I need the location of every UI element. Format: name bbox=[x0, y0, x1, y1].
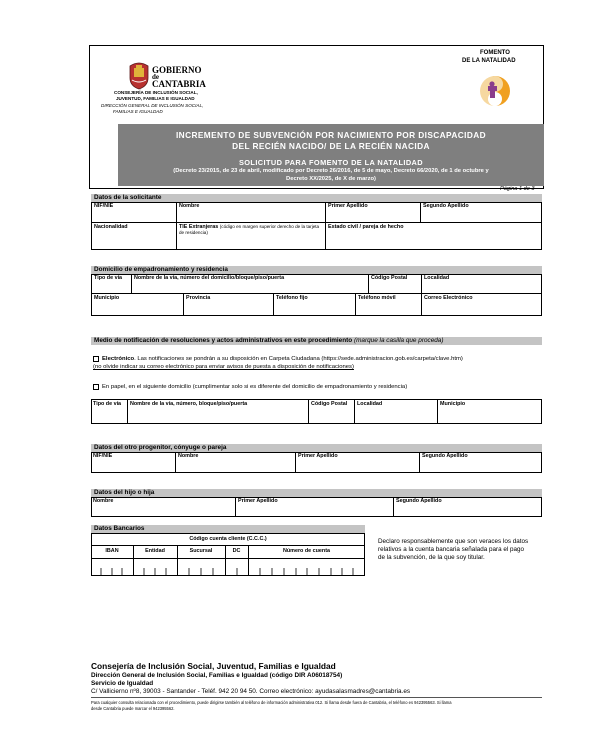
section-domicilio: Domicilio de empadronamiento y residencia bbox=[91, 266, 542, 274]
input-estado-civil[interactable] bbox=[326, 232, 541, 249]
option-papel: En papel, en el siguiente domicilio (cumplimentar solo si es diferente del domicilio de empadronamiento y residencia) bbox=[102, 384, 408, 390]
input-codigo-postal[interactable] bbox=[369, 282, 420, 292]
label-entidad: Entidad bbox=[145, 548, 165, 554]
label-nombre-via: Nombre de la vía, número del domicilio/bloque/piso/puerta bbox=[134, 275, 285, 281]
label-papel-municipio: Municipio bbox=[440, 401, 466, 407]
label-dc: DC bbox=[232, 548, 241, 554]
label-correo: Correo Electrónico bbox=[424, 295, 473, 301]
electronico-note: (no olvide indicar su correo electrónico para enviar avisos de puesta a disposición de notificaciones) bbox=[93, 364, 354, 370]
input-progenitor-primer-apellido[interactable] bbox=[296, 460, 418, 472]
label-progenitor-primer-apellido: Primer Apellido bbox=[298, 453, 338, 459]
input-papel-tipo-via[interactable] bbox=[92, 409, 126, 423]
label-tie-title: TIE Extranjeras bbox=[179, 224, 219, 230]
input-progenitor-nombre[interactable] bbox=[176, 460, 294, 472]
banner-title-2: DEL RECIÉN NACIDO/ DE LA RECIÉN NACIDA bbox=[232, 141, 430, 151]
banner-decree-2: Decreto XX/2025, de X de marzo) bbox=[286, 176, 376, 182]
input-nif[interactable] bbox=[92, 210, 175, 221]
footer-note-1: Para cualquier consulta relacionada con el procedimiento, puede dirigirse también al teléfono de información administrativa 012. Si llama desde fuera de Cantabria, el teléfono es 942395563. Si llama bbox=[91, 700, 452, 705]
direccion-line-2: FAMILIAS E IGUALDAD bbox=[113, 109, 163, 114]
label-hijo-nombre: Nombre bbox=[93, 498, 114, 504]
label-hijo-segundo-apellido: Segundo Apellido bbox=[396, 498, 442, 504]
gov-title-1: GOBIERNO bbox=[152, 65, 202, 75]
electronico-label: Electrónico bbox=[102, 356, 135, 362]
banner-decree-1: (Decreto 23/2015, de 23 de abril, modificado por Decreto 26/2016, de 5 de mayo, Decreto 66/2020, de 1 de octubre y bbox=[173, 168, 489, 174]
label-papel-tipo-via: Tipo de vía bbox=[93, 401, 122, 407]
label-sucursal: Sucursal bbox=[189, 548, 213, 554]
footer-divider bbox=[91, 697, 542, 698]
banner-subtitle: SOLICITUD PARA FOMENTO DE LA NATALIDAD bbox=[238, 158, 424, 167]
input-primer-apellido[interactable] bbox=[326, 210, 419, 221]
footer-consejeria: Consejería de Inclusión Social, Juventud, Familias e Igualdad bbox=[91, 661, 336, 671]
gov-title-3: CANTABRIA bbox=[152, 79, 206, 89]
input-hijo-primer-apellido[interactable] bbox=[236, 505, 392, 516]
label-segundo-apellido: Segundo Apellido bbox=[423, 203, 469, 209]
label-primer-apellido: Primer Apellido bbox=[328, 203, 368, 209]
input-papel-municipio[interactable] bbox=[438, 409, 541, 423]
natality-logo-icon bbox=[478, 74, 512, 108]
label-ccc: Código cuenta cliente (C.C.C.) bbox=[189, 536, 267, 542]
input-localidad[interactable] bbox=[422, 282, 541, 292]
fomento-label-1: FOMENTO bbox=[480, 50, 510, 56]
section-notificacion bbox=[91, 337, 542, 345]
label-progenitor-nombre: Nombre bbox=[178, 453, 199, 459]
input-nombre-via[interactable] bbox=[132, 282, 367, 292]
banner-title-1: INCREMENTO DE SUBVENCIÓN POR NACIMIENTO POR DISCAPACIDAD bbox=[175, 130, 487, 140]
input-telefono-fijo[interactable] bbox=[274, 303, 354, 315]
notificacion-title: Medio de notificación de resoluciones y actos administrativos en este procedimiento bbox=[94, 337, 353, 344]
notificacion-title-note: (marque la casilla que proceda) bbox=[353, 337, 444, 344]
option-electronico bbox=[102, 355, 463, 363]
gov-title-2: de bbox=[152, 73, 159, 81]
label-tie-note: (código en margen superior derecho de la tarjeta de residencia) bbox=[179, 224, 320, 235]
label-papel-localidad: Localidad bbox=[357, 401, 383, 407]
footer-note-2: desde Cantabria puede marcar el 942395562. bbox=[91, 706, 175, 711]
label-localidad: Localidad bbox=[424, 275, 450, 281]
direccion-line-1: DIRECCIÓN GENERAL DE INCLUSIÓN SOCIAL, bbox=[101, 103, 204, 108]
declaro-line-3: de la subvención, de la que soy titular. bbox=[378, 554, 485, 561]
label-hijo-primer-apellido: Primer Apellido bbox=[238, 498, 278, 504]
row-divider bbox=[91, 293, 542, 294]
electronico-text: . Las notificaciones se pondrán a su disposición en Carpeta Ciudadana (https://sede.administracion.gob.es/carpeta/clave.htm) bbox=[134, 356, 463, 362]
declaro-line-2: relativos a la cuenta bancaria señalada para el pago bbox=[378, 546, 524, 553]
label-iban: IBAN bbox=[105, 548, 119, 554]
input-municipio[interactable] bbox=[92, 303, 182, 315]
label-provincia: Provincia bbox=[186, 295, 211, 301]
page-number: Página 1 de 3 bbox=[500, 186, 535, 192]
section-progenitor: Datos del otro progenitor, cónyuge o pareja bbox=[91, 444, 542, 452]
input-tipo-via[interactable] bbox=[92, 282, 130, 292]
input-correo[interactable] bbox=[422, 303, 541, 315]
label-tie bbox=[179, 225, 323, 236]
checkbox-papel[interactable] bbox=[93, 384, 99, 390]
label-nombre: Nombre bbox=[179, 203, 200, 209]
section-solicitante: Datos de la solicitante bbox=[91, 194, 542, 202]
label-progenitor-nif: NIF/NIE bbox=[93, 453, 113, 459]
section-hijo: Datos del hijo o hija bbox=[91, 489, 542, 497]
digit-ticks bbox=[91, 558, 365, 576]
input-nacionalidad[interactable] bbox=[92, 232, 175, 249]
input-nombre[interactable] bbox=[177, 210, 324, 221]
input-hijo-segundo-apellido[interactable] bbox=[394, 505, 541, 516]
input-papel-nombre-via[interactable] bbox=[128, 409, 307, 423]
row-divider bbox=[91, 222, 542, 223]
footer-direccion: Dirección General de Inclusión Social, Familias e Igualdad (código DIR A06018754) bbox=[91, 672, 343, 679]
section-bancarios: Datos Bancarios bbox=[91, 525, 365, 533]
input-tie[interactable] bbox=[177, 236, 324, 249]
input-progenitor-segundo-apellido[interactable] bbox=[420, 460, 541, 472]
label-progenitor-segundo-apellido: Segundo Apellido bbox=[422, 453, 468, 459]
label-numero-cuenta: Número de cuenta bbox=[282, 548, 331, 554]
input-telefono-movil[interactable] bbox=[356, 303, 420, 315]
fomento-label-2: DE LA NATALIDAD bbox=[462, 58, 516, 64]
declaro-line-1: Declaro responsablemente que son veraces los datos bbox=[378, 538, 529, 545]
input-papel-codigo-postal[interactable] bbox=[309, 409, 353, 423]
label-papel-nombre-via: Nombre de la vía, número, bloque/piso/puerta bbox=[130, 401, 248, 407]
consejeria-line-2: JUVENTUD, FAMILIAS E IGUALDAD bbox=[116, 96, 195, 101]
label-municipio: Municipio bbox=[94, 295, 120, 301]
label-tipo-via: Tipo de vía bbox=[94, 275, 123, 281]
input-hijo-nombre[interactable] bbox=[92, 505, 234, 516]
coat-of-arms-icon bbox=[127, 60, 151, 90]
consejeria-line-1: CONSEJERÍA DE INCLUSIÓN SOCIAL, bbox=[114, 90, 198, 95]
label-nif: NIF/NIE bbox=[94, 203, 114, 209]
label-telefono-movil: Teléfono móvil bbox=[358, 295, 396, 301]
checkbox-electronico[interactable] bbox=[93, 356, 99, 362]
input-papel-localidad[interactable] bbox=[355, 409, 436, 423]
input-provincia[interactable] bbox=[184, 303, 272, 315]
label-nacionalidad: Nacionalidad bbox=[94, 224, 128, 230]
label-telefono-fijo: Teléfono fijo bbox=[276, 295, 308, 301]
label-estado-civil: Estado civil / pareja de hecho bbox=[328, 224, 404, 230]
footer-address: C/ Vallicierno nº8, 39003 - Santander - Teléf. 942 20 94 50. Correo electrónico: ayudasalasmadres@cantabria.es bbox=[91, 688, 411, 695]
footer-servicio: Servicio de Igualdad bbox=[91, 680, 154, 687]
label-codigo-postal: Código Postal bbox=[371, 275, 408, 281]
input-progenitor-nif[interactable] bbox=[92, 460, 174, 472]
input-segundo-apellido[interactable] bbox=[421, 210, 541, 221]
label-papel-codigo-postal: Código Postal bbox=[311, 401, 348, 407]
